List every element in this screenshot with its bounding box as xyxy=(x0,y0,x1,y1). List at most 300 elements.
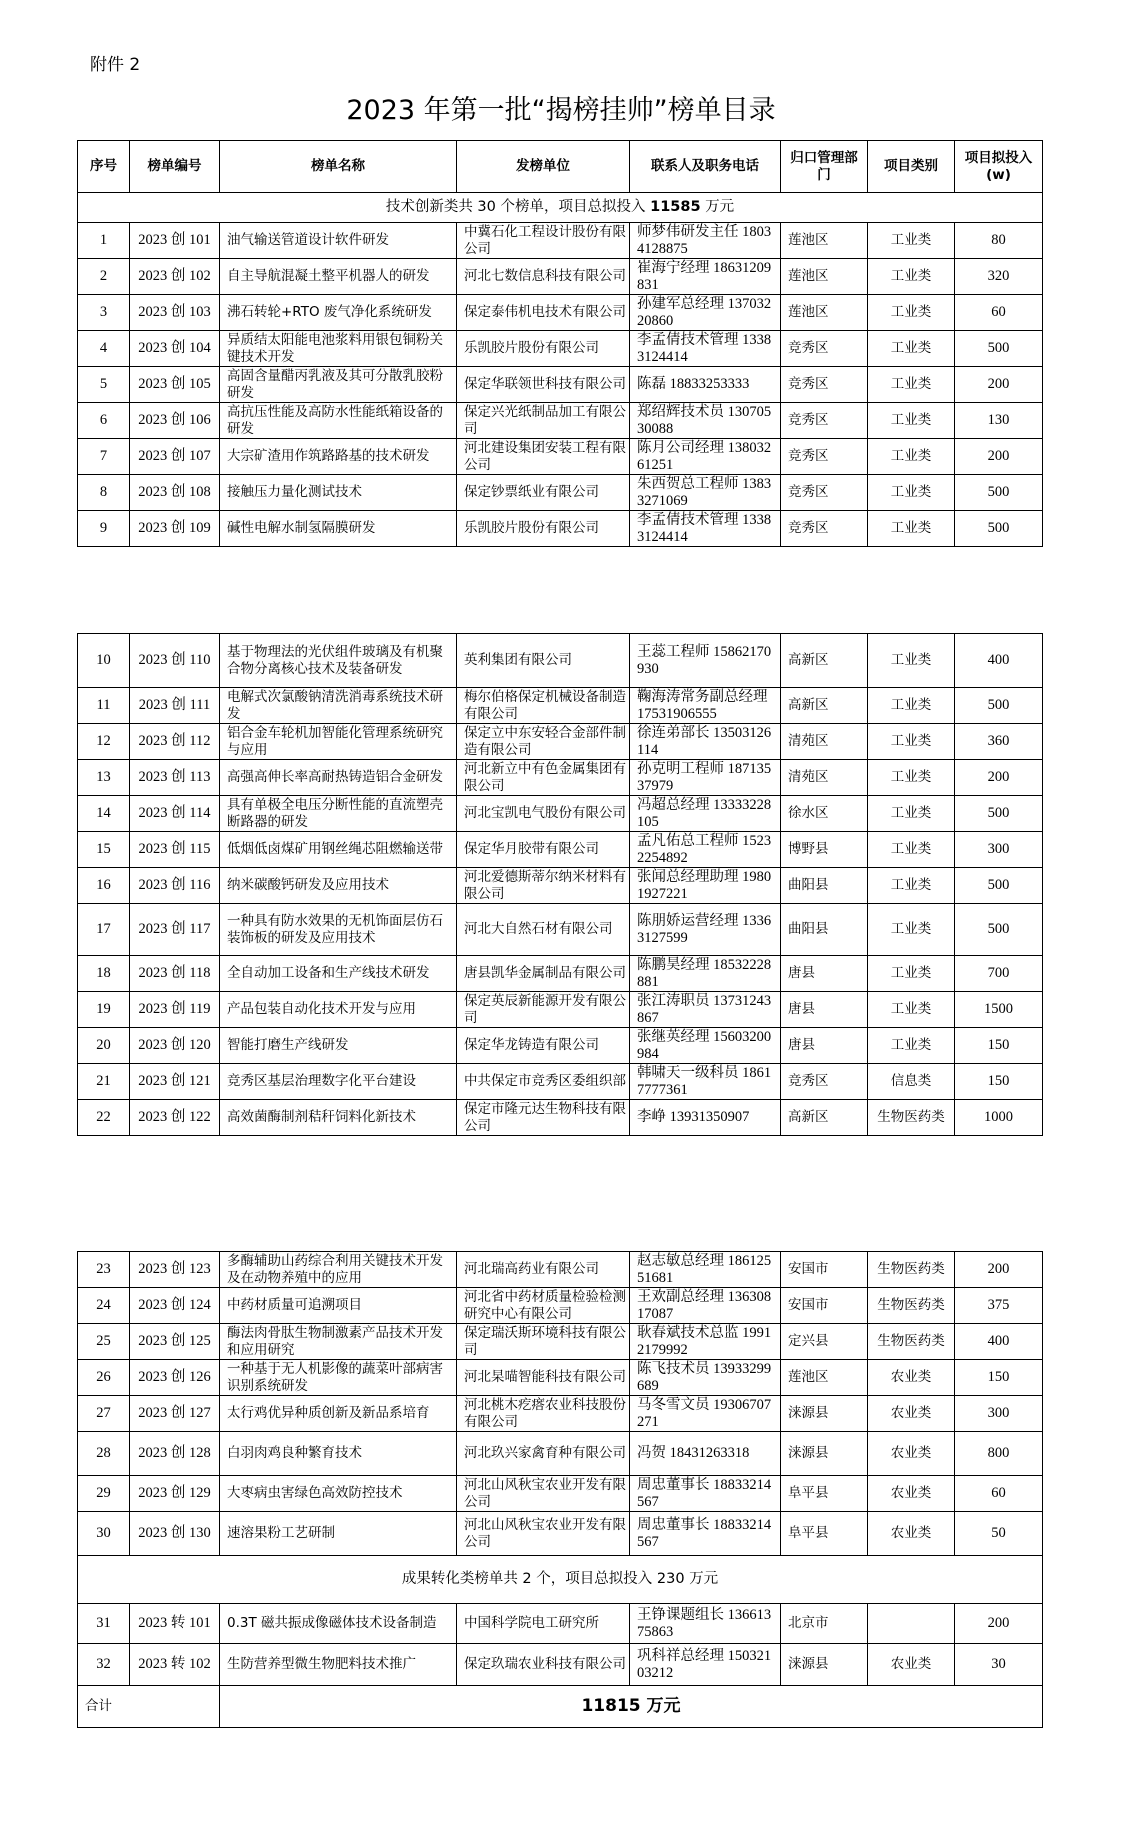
row-number: 7 xyxy=(78,439,130,475)
managing-dept: 唐县 xyxy=(781,992,868,1028)
issuing-unit: 保定兴光纸制品加工有限公司 xyxy=(457,403,630,439)
project-category: 工业类 xyxy=(868,511,955,547)
row-number: 12 xyxy=(78,724,130,760)
list-code: 2023 创 129 xyxy=(130,1476,220,1512)
list-code: 2023 创 128 xyxy=(130,1432,220,1476)
project-category: 生物医药类 xyxy=(868,1324,955,1360)
managing-dept: 莲池区 xyxy=(781,1360,868,1396)
issuing-unit: 河北新立中有色金属集团有限公司 xyxy=(457,760,630,796)
project-category: 工业类 xyxy=(868,367,955,403)
table-row xyxy=(78,760,1043,796)
planned-investment: 200 xyxy=(955,1252,1043,1288)
managing-dept: 高新区 xyxy=(781,634,868,688)
list-table xyxy=(77,633,1043,1136)
contact-info: 巩科祥总经理 15032103212 xyxy=(630,1644,781,1686)
table-row xyxy=(78,688,1043,724)
issuing-unit: 中冀石化工程设计股份有限公司 xyxy=(457,223,630,259)
table-row xyxy=(78,724,1043,760)
list-code: 2023 创 101 xyxy=(130,223,220,259)
row-number: 14 xyxy=(78,796,130,832)
page-title: 2023 年第一批“揭榜挂帅”榜单目录 xyxy=(346,95,776,126)
managing-dept: 竞秀区 xyxy=(781,403,868,439)
contact-info: 周忠董事长 18833214567 xyxy=(630,1476,781,1512)
managing-dept: 竞秀区 xyxy=(781,475,868,511)
managing-dept: 涞源县 xyxy=(781,1432,868,1476)
list-name: 产品包装自动化技术开发与应用 xyxy=(220,992,457,1028)
table-row xyxy=(78,259,1043,295)
table-row xyxy=(78,1604,1043,1644)
table-row xyxy=(78,439,1043,475)
list-name: 大枣病虫害绿色高效防控技术 xyxy=(220,1476,457,1512)
issuing-unit: 保定华月胶带有限公司 xyxy=(457,832,630,868)
list-name: 纳米碳酸钙研发及应用技术 xyxy=(220,868,457,904)
list-code: 2023 创 123 xyxy=(130,1252,220,1288)
list-name: 高固含量醋丙乳液及其可分散乳胶粉研发 xyxy=(220,367,457,403)
issuing-unit: 保定市隆元达生物科技有限公司 xyxy=(457,1100,630,1136)
table-row xyxy=(78,634,1043,688)
row-number: 26 xyxy=(78,1360,130,1396)
planned-investment: 320 xyxy=(955,259,1043,295)
planned-investment: 1500 xyxy=(955,992,1043,1028)
managing-dept: 莲池区 xyxy=(781,295,868,331)
header-cell: 联系人及职务电话 xyxy=(630,141,781,193)
list-name: 智能打磨生产线研发 xyxy=(220,1028,457,1064)
list-code: 2023 创 127 xyxy=(130,1396,220,1432)
managing-dept: 北京市 xyxy=(781,1604,868,1644)
planned-investment: 200 xyxy=(955,760,1043,796)
issuing-unit: 河北省中药材质量检验检测研究中心有限公司 xyxy=(457,1288,630,1324)
contact-info: 陈鹏昊经理 18532228881 xyxy=(630,956,781,992)
row-number: 6 xyxy=(78,403,130,439)
project-category: 工业类 xyxy=(868,904,955,956)
list-code: 2023 创 120 xyxy=(130,1028,220,1064)
issuing-unit: 乐凯胶片股份有限公司 xyxy=(457,511,630,547)
list-code: 2023 创 122 xyxy=(130,1100,220,1136)
managing-dept: 徐水区 xyxy=(781,796,868,832)
list-code: 2023 创 119 xyxy=(130,992,220,1028)
project-category: 工业类 xyxy=(868,634,955,688)
managing-dept: 竞秀区 xyxy=(781,511,868,547)
header-cell: 榜单编号 xyxy=(130,141,220,193)
section-heading: 技术创新类共 30 个榜单，项目总拟投入 11585 万元 xyxy=(78,193,1043,223)
planned-investment: 130 xyxy=(955,403,1043,439)
list-code: 2023 创 103 xyxy=(130,295,220,331)
project-category: 生物医药类 xyxy=(868,1100,955,1136)
planned-investment: 1000 xyxy=(955,1100,1043,1136)
contact-info: 王欢副总经理 13630817087 xyxy=(630,1288,781,1324)
planned-investment: 800 xyxy=(955,1432,1043,1476)
contact-info: 张继英经理 15603200984 xyxy=(630,1028,781,1064)
issuing-unit: 河北山风秋宝农业开发有限公司 xyxy=(457,1512,630,1556)
list-code: 2023 创 112 xyxy=(130,724,220,760)
total-amount: 11815 万元 xyxy=(220,1686,1043,1728)
planned-investment: 150 xyxy=(955,1064,1043,1100)
list-code: 2023 创 118 xyxy=(130,956,220,992)
table-row xyxy=(78,1064,1043,1100)
contact-info: 张江涛职员 13731243867 xyxy=(630,992,781,1028)
list-code: 2023 创 108 xyxy=(130,475,220,511)
managing-dept: 唐县 xyxy=(781,956,868,992)
project-category: 工业类 xyxy=(868,868,955,904)
list-code: 2023 转 102 xyxy=(130,1644,220,1686)
list-name: 酶法肉骨肽生物制激素产品技术开发和应用研究 xyxy=(220,1324,457,1360)
issuing-unit: 河北山风秋宝农业开发有限公司 xyxy=(457,1476,630,1512)
contact-info: 韩啸天一级科员 18617777361 xyxy=(630,1064,781,1100)
issuing-unit: 河北杲喵智能科技有限公司 xyxy=(457,1360,630,1396)
table-row xyxy=(78,367,1043,403)
row-number: 4 xyxy=(78,331,130,367)
list-name: 基于物理法的光伏组件玻璃及有机聚合物分离核心技术及装备研发 xyxy=(220,634,457,688)
project-category xyxy=(868,1604,955,1644)
contact-info: 周忠董事长 18833214567 xyxy=(630,1512,781,1556)
contact-info: 赵志敏总经理 18612551681 xyxy=(630,1252,781,1288)
list-name: 白羽肉鸡良种繁育技术 xyxy=(220,1432,457,1476)
list-code: 2023 创 109 xyxy=(130,511,220,547)
list-table xyxy=(77,140,1043,547)
table-row xyxy=(78,1360,1043,1396)
contact-info: 张闻总经理助理 19801927221 xyxy=(630,868,781,904)
table-row xyxy=(78,475,1043,511)
list-name: 0.3T 磁共振成像磁体技术设备制造 xyxy=(220,1604,457,1644)
issuing-unit: 乐凯胶片股份有限公司 xyxy=(457,331,630,367)
project-category: 农业类 xyxy=(868,1512,955,1556)
issuing-unit: 中国科学院电工研究所 xyxy=(457,1604,630,1644)
project-category: 信息类 xyxy=(868,1064,955,1100)
planned-investment: 500 xyxy=(955,511,1043,547)
project-category: 工业类 xyxy=(868,760,955,796)
row-number: 5 xyxy=(78,367,130,403)
list-code: 2023 创 130 xyxy=(130,1512,220,1556)
list-name: 一种基于无人机影像的蔬菜叶部病害识别系统研发 xyxy=(220,1360,457,1396)
contact-info: 崔海宁经理 18631209831 xyxy=(630,259,781,295)
row-number: 20 xyxy=(78,1028,130,1064)
managing-dept: 高新区 xyxy=(781,1100,868,1136)
planned-investment: 500 xyxy=(955,331,1043,367)
row-number: 32 xyxy=(78,1644,130,1686)
table-row xyxy=(78,956,1043,992)
list-name: 油气输送管道设计软件研发 xyxy=(220,223,457,259)
planned-investment: 80 xyxy=(955,223,1043,259)
project-category: 工业类 xyxy=(868,223,955,259)
issuing-unit: 梅尔伯格保定机械设备制造有限公司 xyxy=(457,688,630,724)
planned-investment: 500 xyxy=(955,904,1043,956)
row-number: 17 xyxy=(78,904,130,956)
list-code: 2023 创 104 xyxy=(130,331,220,367)
project-category: 生物医药类 xyxy=(868,1252,955,1288)
table-row xyxy=(78,1476,1043,1512)
table-block-3 xyxy=(77,1251,1042,1728)
managing-dept: 竞秀区 xyxy=(781,439,868,475)
header-cell: 发榜单位 xyxy=(457,141,630,193)
planned-investment: 150 xyxy=(955,1360,1043,1396)
row-number: 11 xyxy=(78,688,130,724)
table-row xyxy=(78,1324,1043,1360)
managing-dept: 安国市 xyxy=(781,1288,868,1324)
list-code: 2023 创 125 xyxy=(130,1324,220,1360)
planned-investment: 200 xyxy=(955,1604,1043,1644)
issuing-unit: 唐县凯华金属制品有限公司 xyxy=(457,956,630,992)
row-number: 16 xyxy=(78,868,130,904)
project-category: 工业类 xyxy=(868,796,955,832)
project-category: 农业类 xyxy=(868,1432,955,1476)
contact-info: 马冬雪文员 19306707271 xyxy=(630,1396,781,1432)
managing-dept: 涞源县 xyxy=(781,1396,868,1432)
row-number: 31 xyxy=(78,1604,130,1644)
contact-info: 冯超总经理 13333228105 xyxy=(630,796,781,832)
managing-dept: 博野县 xyxy=(781,832,868,868)
planned-investment: 200 xyxy=(955,439,1043,475)
planned-investment: 375 xyxy=(955,1288,1043,1324)
managing-dept: 唐县 xyxy=(781,1028,868,1064)
issuing-unit: 英利集团有限公司 xyxy=(457,634,630,688)
total-label: 合计 xyxy=(78,1686,220,1728)
project-category: 农业类 xyxy=(868,1476,955,1512)
list-name: 一种具有防水效果的无机饰面层仿石装饰板的研发及应用技术 xyxy=(220,904,457,956)
planned-investment: 200 xyxy=(955,367,1043,403)
row-number: 27 xyxy=(78,1396,130,1432)
list-code: 2023 创 110 xyxy=(130,634,220,688)
row-number: 30 xyxy=(78,1512,130,1556)
issuing-unit: 河北爱德斯蒂尔纳米材料有限公司 xyxy=(457,868,630,904)
row-number: 28 xyxy=(78,1432,130,1476)
list-code: 2023 创 126 xyxy=(130,1360,220,1396)
managing-dept: 阜平县 xyxy=(781,1476,868,1512)
project-category: 工业类 xyxy=(868,832,955,868)
row-number: 13 xyxy=(78,760,130,796)
project-category: 工业类 xyxy=(868,475,955,511)
project-category: 工业类 xyxy=(868,992,955,1028)
project-category: 工业类 xyxy=(868,295,955,331)
list-name: 中药材质量可追溯项目 xyxy=(220,1288,457,1324)
contact-info: 陈磊 18833253333 xyxy=(630,367,781,403)
project-category: 工业类 xyxy=(868,956,955,992)
contact-info: 孙建军总经理 13703220860 xyxy=(630,295,781,331)
issuing-unit: 保定英辰新能源开发有限公司 xyxy=(457,992,630,1028)
list-name: 速溶果粉工艺研制 xyxy=(220,1512,457,1556)
list-code: 2023 创 121 xyxy=(130,1064,220,1100)
table-row xyxy=(78,331,1043,367)
managing-dept: 竞秀区 xyxy=(781,367,868,403)
issuing-unit: 河北桃木疙瘩农业科技股份有限公司 xyxy=(457,1396,630,1432)
planned-investment: 400 xyxy=(955,1324,1043,1360)
planned-investment: 300 xyxy=(955,832,1043,868)
list-name: 大宗矿渣用作筑路路基的技术研发 xyxy=(220,439,457,475)
section-heading: 成果转化类榜单共 2 个，项目总拟投入 230 万元 xyxy=(78,1556,1043,1604)
project-category: 农业类 xyxy=(868,1644,955,1686)
list-code: 2023 创 105 xyxy=(130,367,220,403)
contact-info: 师梦伟研发主任 18034128875 xyxy=(630,223,781,259)
planned-investment: 150 xyxy=(955,1028,1043,1064)
planned-investment: 60 xyxy=(955,295,1043,331)
row-number: 1 xyxy=(78,223,130,259)
header-row xyxy=(78,141,1043,193)
table-row xyxy=(78,796,1043,832)
project-category: 农业类 xyxy=(868,1396,955,1432)
section-row xyxy=(78,1556,1043,1604)
issuing-unit: 保定玖瑞农业科技有限公司 xyxy=(457,1644,630,1686)
contact-info: 徐连弟部长 13503126114 xyxy=(630,724,781,760)
table-block-2 xyxy=(77,633,1042,1136)
row-number: 25 xyxy=(78,1324,130,1360)
list-name: 竞秀区基层治理数字化平台建设 xyxy=(220,1064,457,1100)
table-row xyxy=(78,1512,1043,1556)
row-number: 23 xyxy=(78,1252,130,1288)
contact-info: 王蕊工程师 15862170930 xyxy=(630,634,781,688)
row-number: 10 xyxy=(78,634,130,688)
list-name: 生防营养型微生物肥料技术推广 xyxy=(220,1644,457,1686)
contact-info: 孟凡佑总工程师 15232254892 xyxy=(630,832,781,868)
managing-dept: 竞秀区 xyxy=(781,331,868,367)
list-name: 太行鸡优异种质创新及新品系培育 xyxy=(220,1396,457,1432)
project-category: 工业类 xyxy=(868,1028,955,1064)
planned-investment: 50 xyxy=(955,1512,1043,1556)
planned-investment: 700 xyxy=(955,956,1043,992)
list-name: 低烟低卤煤矿用钢丝绳芯阻燃输送带 xyxy=(220,832,457,868)
section-row xyxy=(78,193,1043,223)
table-row xyxy=(78,403,1043,439)
managing-dept: 定兴县 xyxy=(781,1324,868,1360)
contact-info: 朱西贺总工程师 13833271069 xyxy=(630,475,781,511)
list-name: 自主导航混凝土整平机器人的研发 xyxy=(220,259,457,295)
list-code: 2023 创 114 xyxy=(130,796,220,832)
list-code: 2023 创 116 xyxy=(130,868,220,904)
issuing-unit: 河北玖兴家禽育种有限公司 xyxy=(457,1432,630,1476)
table-row xyxy=(78,1288,1043,1324)
issuing-unit: 河北大自然石材有限公司 xyxy=(457,904,630,956)
contact-info: 王铮课题组长 13661375863 xyxy=(630,1604,781,1644)
planned-investment: 60 xyxy=(955,1476,1043,1512)
project-category: 农业类 xyxy=(868,1360,955,1396)
table-row xyxy=(78,1028,1043,1064)
planned-investment: 30 xyxy=(955,1644,1043,1686)
managing-dept: 莲池区 xyxy=(781,223,868,259)
managing-dept: 曲阳县 xyxy=(781,904,868,956)
list-code: 2023 创 124 xyxy=(130,1288,220,1324)
issuing-unit: 河北建设集团安装工程有限公司 xyxy=(457,439,630,475)
list-code: 2023 创 111 xyxy=(130,688,220,724)
list-name: 高强高伸长率高耐热铸造铝合金研发 xyxy=(220,760,457,796)
row-number: 29 xyxy=(78,1476,130,1512)
planned-investment: 400 xyxy=(955,634,1043,688)
attachment-label: 附件 2 xyxy=(90,55,141,75)
table-row xyxy=(78,1396,1043,1432)
managing-dept: 高新区 xyxy=(781,688,868,724)
row-number: 3 xyxy=(78,295,130,331)
list-name: 多酶辅助山药综合利用关键技术开发及在动物养殖中的应用 xyxy=(220,1252,457,1288)
planned-investment: 300 xyxy=(955,1396,1043,1432)
planned-investment: 500 xyxy=(955,868,1043,904)
list-name: 碱性电解水制氢隔膜研发 xyxy=(220,511,457,547)
table-block-1 xyxy=(77,140,1042,547)
list-name: 全自动加工设备和生产线技术研发 xyxy=(220,956,457,992)
contact-info: 李峥 13931350907 xyxy=(630,1100,781,1136)
issuing-unit: 河北瑞高药业有限公司 xyxy=(457,1252,630,1288)
contact-info: 孙克明工程师 18713537979 xyxy=(630,760,781,796)
issuing-unit: 保定泰伟机电技术有限公司 xyxy=(457,295,630,331)
issuing-unit: 保定立中东安轻合金部件制造有限公司 xyxy=(457,724,630,760)
planned-investment: 360 xyxy=(955,724,1043,760)
project-category: 工业类 xyxy=(868,403,955,439)
planned-investment: 500 xyxy=(955,688,1043,724)
row-number: 24 xyxy=(78,1288,130,1324)
header-cell: 归口管理部门 xyxy=(781,141,868,193)
table-row xyxy=(78,1644,1043,1686)
table-row xyxy=(78,992,1043,1028)
contact-info: 陈月公司经理 13803261251 xyxy=(630,439,781,475)
managing-dept: 曲阳县 xyxy=(781,868,868,904)
table-row xyxy=(78,904,1043,956)
issuing-unit: 中共保定市竞秀区委组织部 xyxy=(457,1064,630,1100)
row-number: 2 xyxy=(78,259,130,295)
table-row xyxy=(78,511,1043,547)
list-code: 2023 创 117 xyxy=(130,904,220,956)
table-row xyxy=(78,295,1043,331)
issuing-unit: 保定华联领世科技有限公司 xyxy=(457,367,630,403)
list-name: 异质结太阳能电池浆料用银包铜粉关键技术开发 xyxy=(220,331,457,367)
row-number: 9 xyxy=(78,511,130,547)
header-cell: 序号 xyxy=(78,141,130,193)
project-category: 工业类 xyxy=(868,259,955,295)
contact-info: 李孟倩技术管理 13383124414 xyxy=(630,511,781,547)
table-row xyxy=(78,223,1043,259)
list-name: 接触压力量化测试技术 xyxy=(220,475,457,511)
list-name: 铝合金车轮机加智能化管理系统研究与应用 xyxy=(220,724,457,760)
managing-dept: 竞秀区 xyxy=(781,1064,868,1100)
row-number: 18 xyxy=(78,956,130,992)
project-category: 生物医药类 xyxy=(868,1288,955,1324)
managing-dept: 阜平县 xyxy=(781,1512,868,1556)
project-category: 工业类 xyxy=(868,688,955,724)
issuing-unit: 保定钞票纸业有限公司 xyxy=(457,475,630,511)
row-number: 15 xyxy=(78,832,130,868)
list-name: 高效菌酶制剂秸秆饲料化新技术 xyxy=(220,1100,457,1136)
planned-investment: 500 xyxy=(955,796,1043,832)
row-number: 19 xyxy=(78,992,130,1028)
list-code: 2023 创 106 xyxy=(130,403,220,439)
table-row xyxy=(78,1432,1043,1476)
list-name: 沸石转轮+RTO 废气净化系统研发 xyxy=(220,295,457,331)
list-code: 2023 创 113 xyxy=(130,760,220,796)
project-category: 工业类 xyxy=(868,724,955,760)
managing-dept: 安国市 xyxy=(781,1252,868,1288)
list-code: 2023 创 107 xyxy=(130,439,220,475)
contact-info: 陈朋娇运营经理 13363127599 xyxy=(630,904,781,956)
table-row xyxy=(78,1100,1043,1136)
managing-dept: 莲池区 xyxy=(781,259,868,295)
issuing-unit: 保定瑞沃斯环境科技有限公司 xyxy=(457,1324,630,1360)
contact-info: 鞠海涛常务副总经理 17531906555 xyxy=(630,688,781,724)
project-category: 工业类 xyxy=(868,331,955,367)
managing-dept: 清苑区 xyxy=(781,724,868,760)
table-row xyxy=(78,868,1043,904)
table-row xyxy=(78,1252,1043,1288)
list-code: 2023 创 115 xyxy=(130,832,220,868)
list-name: 电解式次氯酸钠清洗消毒系统技术研发 xyxy=(220,688,457,724)
row-number: 21 xyxy=(78,1064,130,1100)
contact-info: 李孟倩技术管理 13383124414 xyxy=(630,331,781,367)
managing-dept: 涞源县 xyxy=(781,1644,868,1686)
list-code: 2023 创 102 xyxy=(130,259,220,295)
header-cell: 榜单名称 xyxy=(220,141,457,193)
list-table xyxy=(77,1251,1043,1728)
contact-info: 郑绍辉技术员 13070530088 xyxy=(630,403,781,439)
total-row xyxy=(78,1686,1043,1728)
list-name: 高抗压性能及高防水性能纸箱设备的研发 xyxy=(220,403,457,439)
list-code: 2023 转 101 xyxy=(130,1604,220,1644)
contact-info: 耿春斌技术总监 19912179992 xyxy=(630,1324,781,1360)
issuing-unit: 河北七数信息科技有限公司 xyxy=(457,259,630,295)
row-number: 22 xyxy=(78,1100,130,1136)
